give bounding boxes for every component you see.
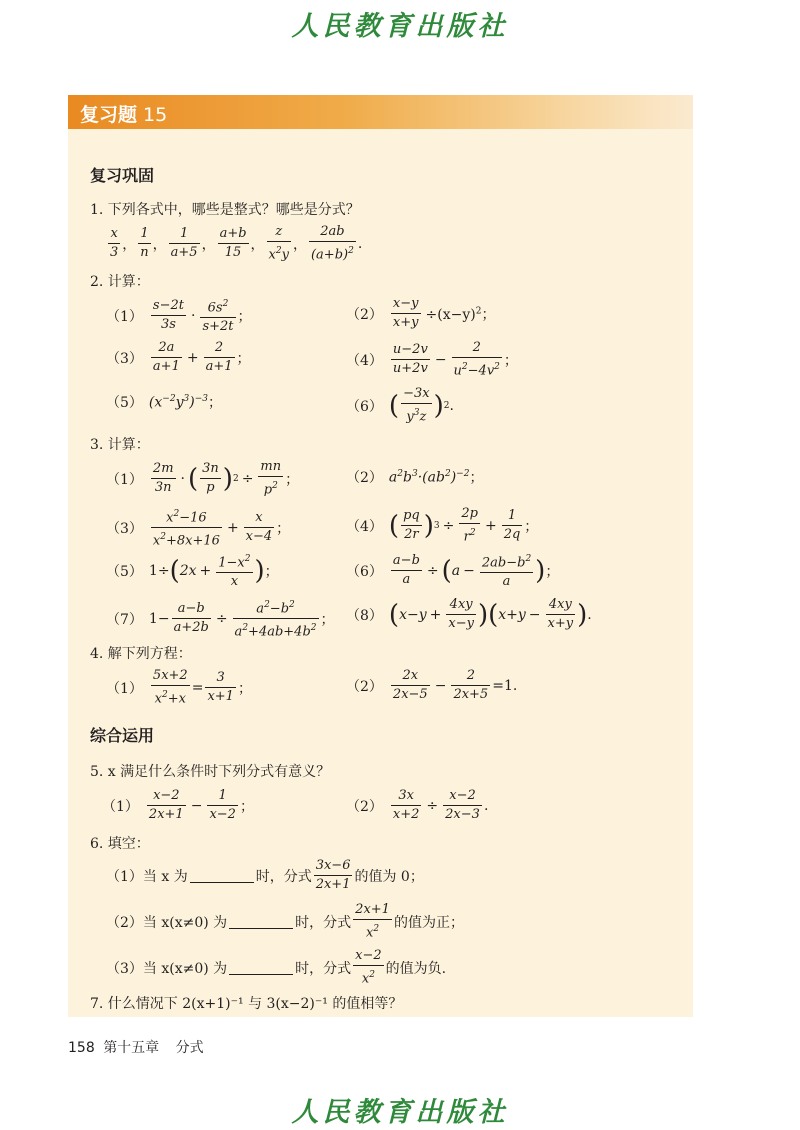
chapter-title: 分式: [175, 1040, 204, 1056]
q6-3: （3）当 x(x≠0) 为 时，分式 $\frac{x-2}{x^2}$ 的值为负.: [106, 948, 447, 987]
q3-8: （8） ( x−y + $\frac{4xy}{x-y}$ ) ( x+y − $\frac{4xy}{x+y}$ ) .: [346, 597, 592, 631]
review-banner: [68, 95, 693, 129]
q3-3: （3） $\frac{x^2-16}{x^2+8x+16}$ + $\frac{x}{x-4}$ ；: [106, 505, 290, 551]
q3-1: （1） $\frac{2m}{3n}$ · ( $\frac{3n}{p}$ ) 2 ÷ $\frac{mn}{p^2}$ ；: [106, 459, 300, 498]
q2-4: （4） $\frac{u-2v}{u+2v}$ − $\frac{2}{u^2-4v^2}$ ；: [346, 340, 518, 379]
q4-text: 4. 解下列方程：: [90, 646, 192, 662]
q4-2: （2） $\frac{2x}{2x-5}$ − $\frac{2}{2x+5}$ =1.: [346, 668, 518, 702]
review-title: 复习题 15: [80, 104, 168, 126]
review-panel: [68, 95, 693, 1017]
q3-4: （4） ( $\frac{pq}{2r}$ ) 3 ÷ $\frac{2p}{r^2}$ + $\frac{1}{2q}$ ；: [346, 506, 539, 545]
page-footer: [68, 1037, 204, 1057]
answer-blank[interactable]: [229, 914, 293, 929]
q2-5: （5） $(x^{-2}y^3)^{-3}$ ；: [106, 393, 222, 411]
q2-text: 2. 计算：: [90, 274, 150, 290]
q6-1: （1）当 x 为 时，分式 $\frac{3x-6}{2x+1}$ 的值为 0；: [106, 858, 424, 892]
q5-1: （1） $\frac{x-2}{2x+1}$ − $\frac{1}{x-2}$ ；: [102, 788, 254, 822]
q2-3: （3） $\frac{2a}{a+1}$ + $\frac{2}{a+1}$ ；: [106, 340, 251, 374]
publisher-logo-bottom: 人民教育出版社: [291, 1097, 509, 1128]
q2-1: （1） $\frac{s-2t}{3s}$ · $\frac{6s^2}{s+2t}$ ；: [106, 295, 252, 336]
q7-text: 7. 什么情况下 2(x+1)⁻¹ 与 3(x−2)⁻¹ 的值相等？: [90, 996, 403, 1012]
answer-blank[interactable]: [190, 868, 254, 883]
q3-text: 3. 计算：: [90, 437, 150, 453]
section-comprehensive: 综合运用: [90, 726, 155, 745]
q4-1: （1） $\frac{5x+2}{x^2+x}$ = $\frac{3}{x+1}$ ；: [106, 668, 252, 707]
section-review-consolidate: 复习巩固: [90, 166, 155, 185]
q3-5: （5） 1÷ ( 2x + $\frac{1-x^2}{x}$ ) ；: [106, 550, 279, 591]
q6-text: 6. 填空：: [90, 836, 150, 852]
q3-6: （6） $\frac{a-b}{a}$ ÷ ( a − $\frac{2ab-b^2}{a}$ ) ；: [346, 550, 559, 591]
q5-2: （2） $\frac{3x}{x+2}$ ÷ $\frac{x-2}{2x-3}$ .: [346, 788, 489, 822]
page-number: 158: [68, 1040, 95, 1056]
answer-blank[interactable]: [229, 960, 293, 975]
q1-expressions: $\frac{x}{3}$ ， $\frac{1}{n}$ ， $\frac{1}{a+5}$ ， $\frac{a+b}{15}$ ， $\frac{z}{x^2y}$ ， $\frac{2ab}{(a+b)^2}$ .: [110, 224, 363, 263]
q3-2: （2） $a^2b^3\cdot(ab^2)^{-2}$ ；: [346, 468, 484, 486]
publisher-logo-top: 人民教育出版社: [291, 11, 509, 42]
q2-2: （2） $\frac{x-y}{x+y}$ $\div(x-y)^2$；: [346, 296, 496, 330]
q3-7: （7） 1− $\frac{a-b}{a+2b}$ ÷ $\frac{a^2-b^2}{a^2+4ab+4b^2}$ ；: [106, 596, 335, 642]
q6-2: （2）当 x(x≠0) 为 时，分式 $\frac{2x+1}{x^2}$ 的值为正；: [106, 902, 464, 941]
q2-6: （6） ( $\frac{-3x}{y^3z}$ ) 2 .: [346, 386, 454, 425]
q1-text: 1. 下列各式中，哪些是整式？哪些是分式？: [90, 202, 360, 218]
chapter-label: 第十五章: [103, 1040, 160, 1056]
q5-text: 5. x 满足什么条件时下列分式有意义？: [90, 764, 331, 780]
